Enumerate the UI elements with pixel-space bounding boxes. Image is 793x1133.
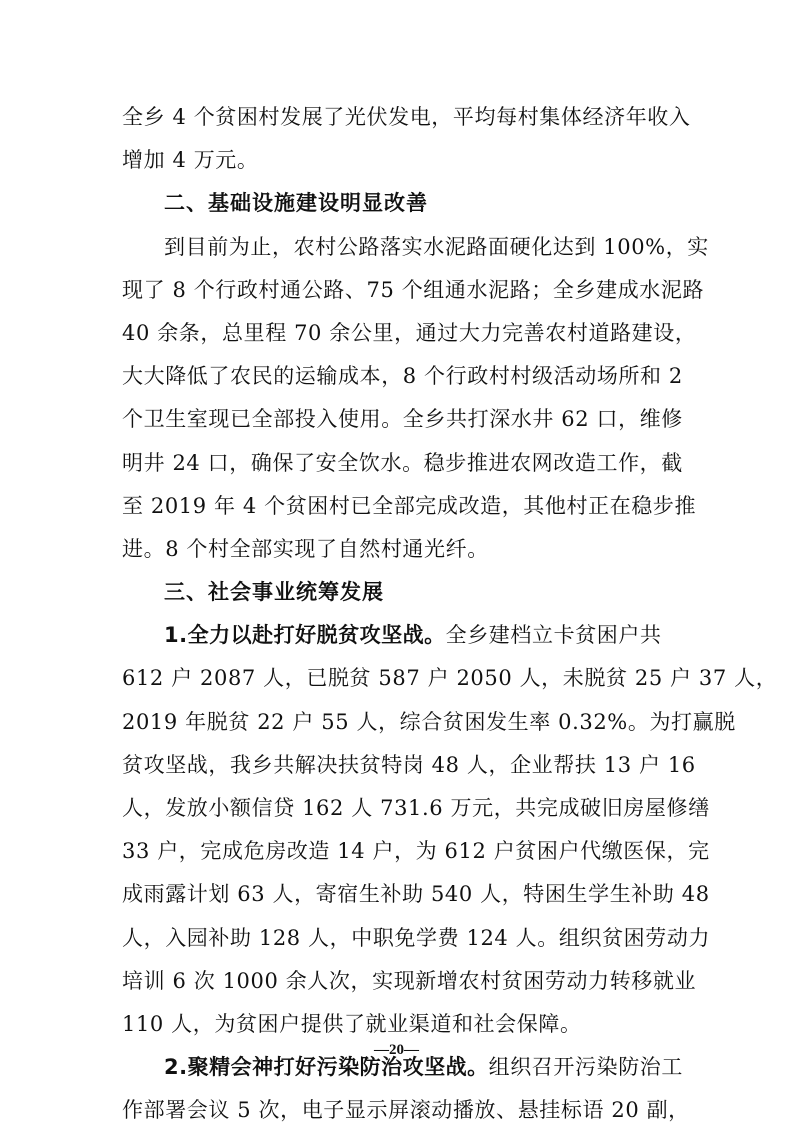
paragraph-line-with-bold-lead bbox=[122, 614, 677, 657]
paragraph-line: 人，入园补助 128 人，中职免学费 124 人。组织贫困劳动力 bbox=[122, 925, 711, 950]
section-heading: 二、基础设施建设明显改善 bbox=[164, 191, 428, 216]
paragraph-line: 贫攻坚战，我乡共解决扶贫特岗 48 人，企业帮扶 13 户 16 bbox=[122, 752, 696, 777]
paragraph-line: 明井 24 口，确保了安全饮水。稳步推进农网改造工作，截 bbox=[122, 450, 683, 475]
paragraph-line: 110 人，为贫困户提供了就业渠道和社会保障。 bbox=[122, 1011, 582, 1036]
paragraph-line: 成雨露计划 63 人，寄宿生补助 540 人，特困生学生补助 48 bbox=[122, 882, 710, 907]
bold-lead-text: 2.聚精会神打好污染防治攻坚战。 bbox=[164, 1055, 489, 1080]
paragraph-line: 至 2019 年 4 个贫困村已全部完成改造，其他村正在稳步推 bbox=[122, 493, 697, 518]
paragraph-line: 到目前为止，农村公路落实水泥路面硬化达到 100%，实 bbox=[164, 234, 709, 259]
paragraph-line: 作部署会议 5 次，电子显示屏滚动播放、悬挂标语 20 副， bbox=[122, 1098, 690, 1123]
document-body bbox=[122, 96, 778, 1133]
line-text: 组织召开污染防治工 bbox=[488, 1055, 683, 1080]
paragraph-line: 进。8 个村全部实现了自然村通光纤。 bbox=[122, 536, 489, 561]
page-number: —20— bbox=[374, 1042, 419, 1058]
paragraph-line: 全乡 4 个贫困村发展了光伏发电，平均每村集体经济年收入 bbox=[122, 105, 691, 129]
paragraph-line: 33 户，完成危房改造 14 户，为 612 户贫困户代缴医保，完 bbox=[122, 839, 710, 864]
paragraph-line: 40 余条，总里程 70 余公里，通过大力完善农村道路建设， bbox=[122, 320, 697, 345]
paragraph-line: 培训 6 次 1000 余人次，实现新增农村贫困劳动力转移就业 bbox=[122, 968, 697, 993]
paragraph-line: 612 户 2087 人，已脱贫 587 户 2050 人，未脱贫 25 户 37 人， bbox=[122, 666, 778, 691]
paragraph-line: 2019 年脱贫 22 户 55 人，综合贫困发生率 0.32%。为打赢脱 bbox=[122, 709, 736, 734]
paragraph-line: 增加 4 万元。 bbox=[122, 148, 259, 173]
bold-lead-text: 1.全力以赴打好脱贫攻坚战。 bbox=[164, 623, 446, 648]
line-text: 全乡建档立卡贫困户共 bbox=[445, 623, 662, 648]
paragraph-line: 现了 8 个行政村通公路、75 个组通水泥路；全乡建成水泥路 bbox=[122, 277, 705, 302]
section-heading: 三、社会事业统筹发展 bbox=[164, 580, 384, 605]
paragraph-line: 个卫生室现已全部投入使用。全乡共打深水井 62 口，维修 bbox=[122, 407, 683, 432]
paragraph-line: 人，发放小额信贷 162 人 731.6 万元，共完成破旧房屋修缮 bbox=[122, 796, 710, 820]
paragraph-line: 大大降低了农民的运输成本，8 个行政村村级活动场所和 2 bbox=[122, 364, 683, 389]
